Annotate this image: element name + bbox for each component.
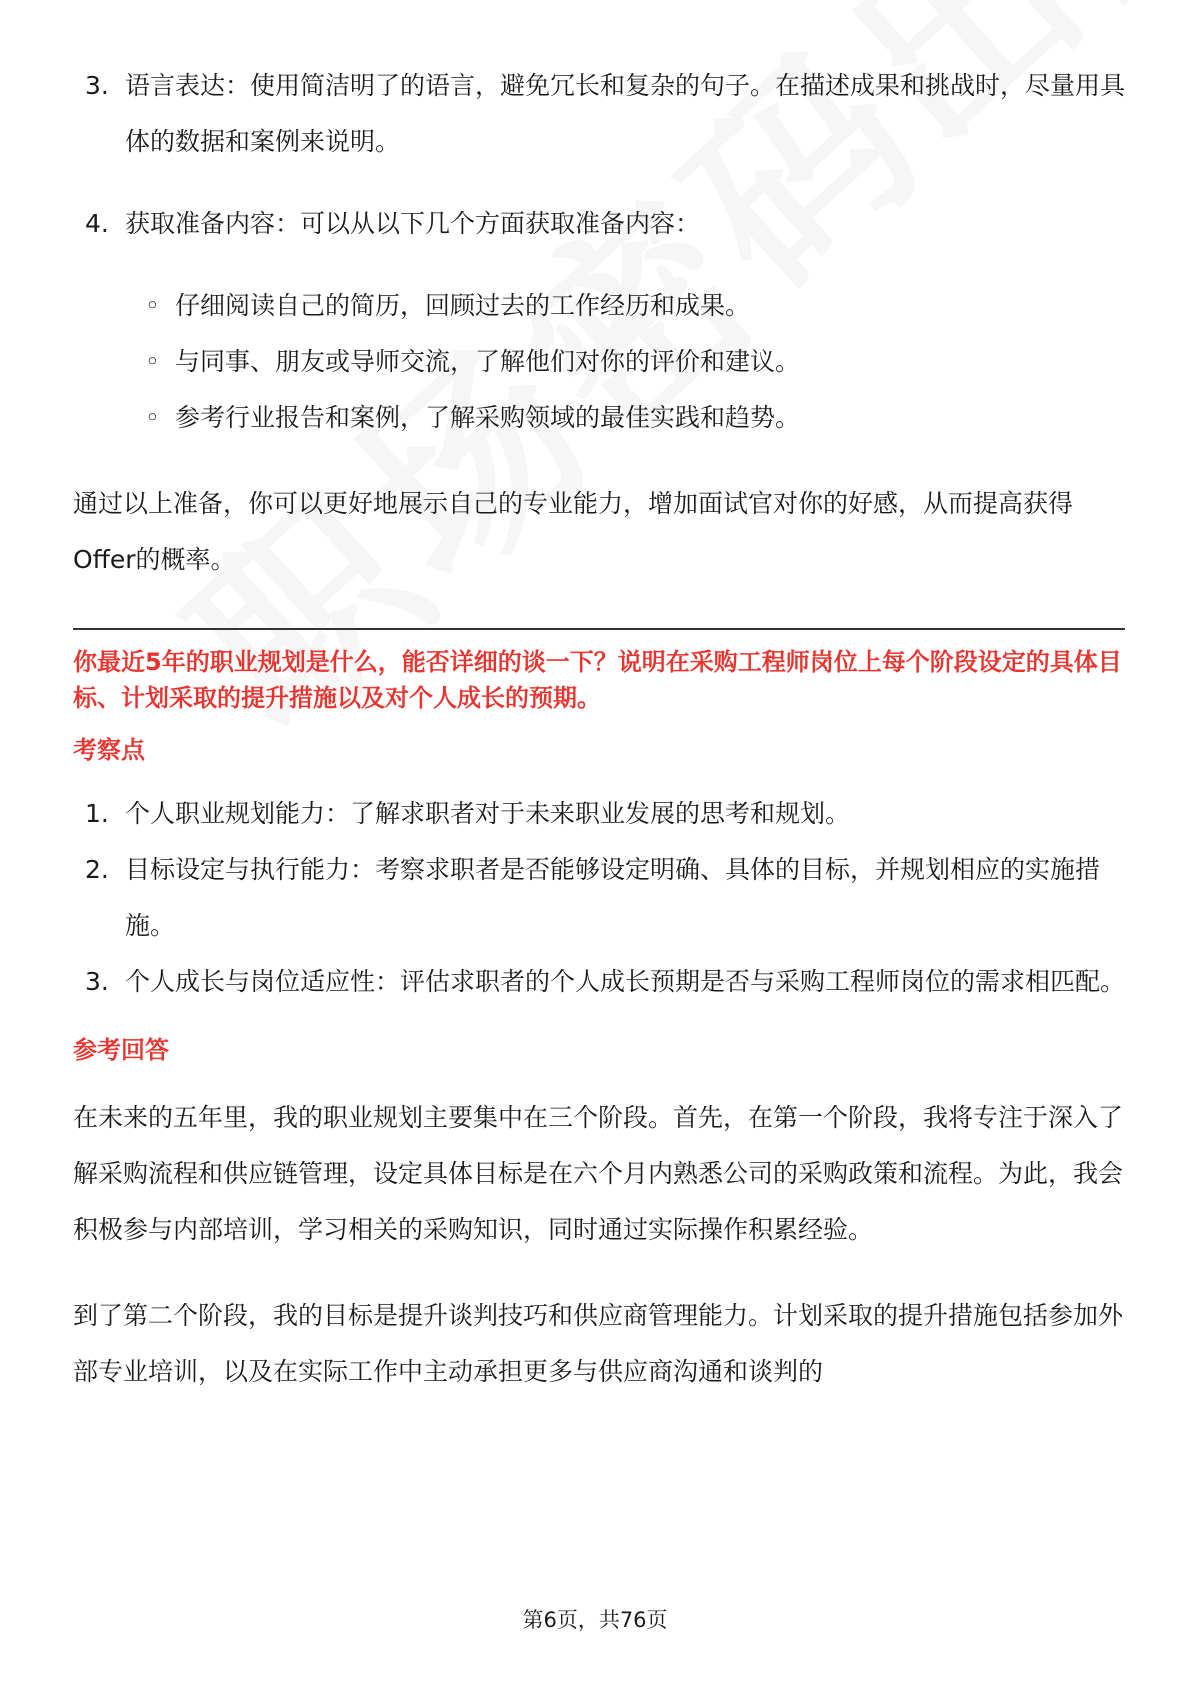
list-number: 4. [85, 209, 109, 238]
bullet-text: 仔细阅读自己的简历，回顾过去的工作经历和成果。 [175, 291, 751, 320]
divider [73, 628, 1125, 630]
list-text: 个人职业规划能力：了解求职者对于未来职业发展的思考和规划。 [125, 799, 851, 828]
page-number: 第6页，共76页 [522, 1608, 668, 1632]
summary-paragraph: 通过以上准备，你可以更好地展示自己的专业能力，增加面试官对你的好感，从而提高获得Offer的概率。 [73, 489, 1074, 574]
list-number: 2. [85, 855, 109, 884]
key-point-item [73, 786, 1133, 842]
key-point-item [73, 842, 1133, 954]
bullet-icon: ◦ [145, 403, 160, 432]
bullet-item [73, 390, 1133, 446]
bullet-list [73, 278, 1133, 446]
list-item [73, 196, 1133, 252]
bullet-text: 参考行业报告和案例，了解采购领域的最佳实践和趋势。 [175, 403, 801, 432]
question-heading: 你最近5年的职业规划是什么，能否详细的谈一下？说明在采购工程师岗位上每个阶段设定的具体目标、计划采取的提升措施以及对个人成长的预期。 [73, 648, 1122, 712]
answer-paragraph: 在未来的五年里，我的职业规划主要集中在三个阶段。首先，在第一个阶段，我将专注于深入了解采购流程和供应链管理，设定具体目标是在六个月内熟悉公司的采购政策和流程。为此，我会积极参与内部培训，学习相关的采购知识，同时通过实际操作积累经验。 [73, 1103, 1124, 1244]
list-text: 个人成长与岗位适应性：评估求职者的个人成长预期是否与采购工程师岗位的需求相匹配。 [125, 967, 1126, 996]
list-number: 3. [85, 967, 109, 996]
list-number: 1. [85, 799, 109, 828]
bullet-text: 与同事、朋友或导师交流，了解他们对你的评价和建议。 [175, 347, 801, 376]
list-text: 目标设定与执行能力：考察求职者是否能够设定明确、具体的目标，并规划相应的实施措施。 [125, 855, 1101, 940]
key-points-heading: 考察点 [73, 736, 145, 764]
answer-paragraph: 到了第二个阶段，我的目标是提升谈判技巧和供应商管理能力。计划采取的提升措施包括参加外部专业培训，以及在实际工作中主动承担更多与供应商沟通和谈判的 [73, 1301, 1124, 1386]
list-number: 3. [85, 71, 109, 100]
answer-heading: 参考回答 [73, 1036, 169, 1064]
list-text: 语言表达：使用简洁明了的语言，避免冗长和复杂的句子。在描述成果和挑战时，尽量用具体的数据和案例来说明。 [125, 71, 1126, 156]
bullet-icon: ◦ [145, 291, 160, 320]
bullet-item [73, 278, 1133, 334]
bullet-icon: ◦ [145, 347, 160, 376]
list-text: 获取准备内容：可以从以下几个方面获取准备内容： [125, 209, 701, 238]
key-point-item [73, 954, 1133, 1010]
bullet-item [73, 334, 1133, 390]
page-content [73, 58, 1133, 1400]
list-item [73, 58, 1133, 170]
